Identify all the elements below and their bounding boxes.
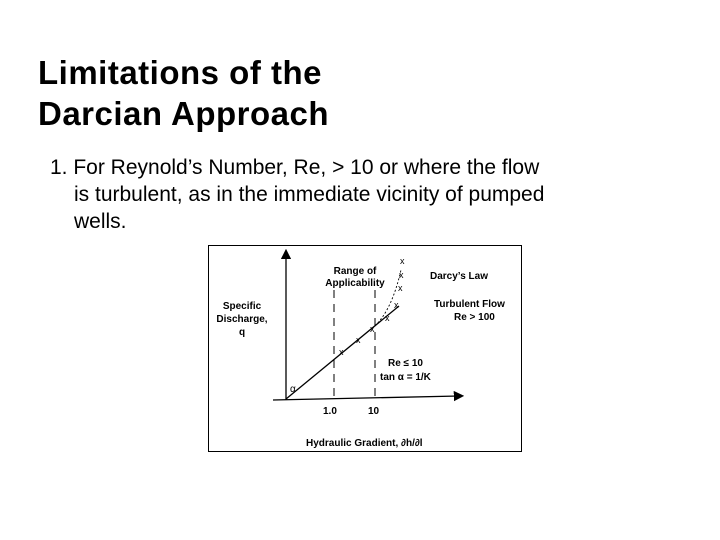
data-marker: x xyxy=(398,283,403,293)
turbulent-flow-label-1: Turbulent Flow xyxy=(434,299,505,310)
data-marker: x xyxy=(385,313,390,323)
bullet-point xyxy=(50,154,670,235)
title-line-2: Darcian Approach xyxy=(38,95,330,132)
darcy-law-figure xyxy=(208,245,522,452)
turbulent-flow-label-2: Re > 100 xyxy=(454,312,495,323)
data-marker: x xyxy=(394,300,399,310)
data-marker: x xyxy=(399,270,404,280)
bullet-line-1: 1. For Reynold’s Number, Re, > 10 or where the flow xyxy=(50,156,540,179)
x-axis-label: Hydraulic Gradient, ∂h/∂l xyxy=(306,438,423,449)
data-marker: x xyxy=(356,335,361,345)
data-marker: x xyxy=(339,347,344,357)
bullet-line-2: is turbulent, as in the immediate vicinity of pumped xyxy=(74,183,545,206)
y-axis-label-3: q xyxy=(238,327,246,338)
reynolds-label: Re ≤ 10 xyxy=(388,358,423,369)
title-line-1: Limitations of the xyxy=(38,54,322,91)
tan-alpha-label: tan α = 1/K xyxy=(380,372,431,383)
y-axis-label-1: Specific xyxy=(222,301,262,312)
darcy-law-label: Darcy’s Law xyxy=(430,271,488,282)
range-label-2: Applicability xyxy=(325,278,385,289)
x-tick-1: 1.0 xyxy=(323,406,337,417)
range-label-1: Range of xyxy=(333,266,377,277)
data-marker: x xyxy=(370,324,375,334)
alpha-label: α xyxy=(290,384,296,395)
y-axis-label-2: Discharge, xyxy=(216,314,268,325)
data-marker: x xyxy=(400,256,405,266)
darcy-law-diagram xyxy=(209,246,523,453)
bullet-line-3: wells. xyxy=(74,210,127,233)
x-axis xyxy=(273,396,459,400)
x-tick-2: 10 xyxy=(368,406,380,417)
slide-title xyxy=(38,52,329,134)
